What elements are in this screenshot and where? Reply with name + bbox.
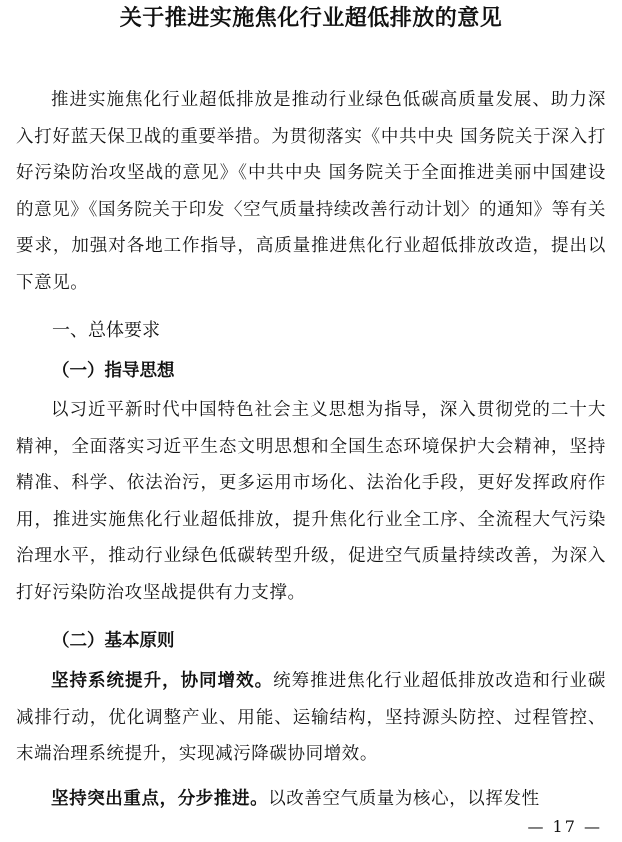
principle-text-system-upgrade: 统筹推进焦化行业超低排放改造和行业碳减排行动，优化调整产业、用能、运输结构，坚持源头防控、过程管控、末端治理系统提升，实现减污降碳协同增效。	[16, 671, 606, 764]
subsection-heading-basic-principles: （二）基本原则	[52, 631, 175, 651]
guiding-ideology-paragraph: 以习近平新时代中国特色社会主义思想为指导，深入贯彻党的二十大精神，全面落实习近平生态文明思想和全国生态环境保护大会精神，坚持精准、科学、依法治污，更多运用市场化、法治化手段，更好发挥政府作用，推进实施焦化行业超低排放，提升焦化行业全工序、全流程大气污染治理水平，推动行业绿色低碳转型升级，促进空气质量持续改善，为深入打好污染防治攻坚战提供有力支撑。	[16, 400, 606, 603]
subsection-heading-guiding-ideology: （一）指导思想	[52, 361, 175, 381]
intro-paragraph: 推进实施焦化行业超低排放是推动行业绿色低碳高质量发展、助力深入打好蓝天保卫战的重要举措。为贯彻落实《中共中央 国务院关于深入打好污染防治攻坚战的意见》《中共中央 国务院关于全面推进美丽中国建设的意见》《国务院关于印发〈空气质量持续改善行动计划〉的通知》等有关要求，加强对各地工作指导，高质量推进焦化行业超低排放改造，提出以下意见。	[16, 90, 606, 293]
principle-paragraph-system-upgrade	[16, 663, 606, 773]
page-number: — 17 —	[527, 817, 602, 836]
document-title: 关于推进实施焦化行业超低排放的意见	[119, 6, 503, 31]
principle-text-key-focus: 以改善空气质量为核心，以挥发性	[268, 789, 540, 809]
principle-paragraph-key-focus	[16, 781, 606, 818]
principle-lead-system-upgrade: 坚持系统提升，协同增效。	[51, 671, 274, 691]
section-heading-overall-requirements: 一、总体要求	[52, 320, 160, 341]
principle-lead-key-focus: 坚持突出重点，分步推进。	[51, 789, 269, 809]
